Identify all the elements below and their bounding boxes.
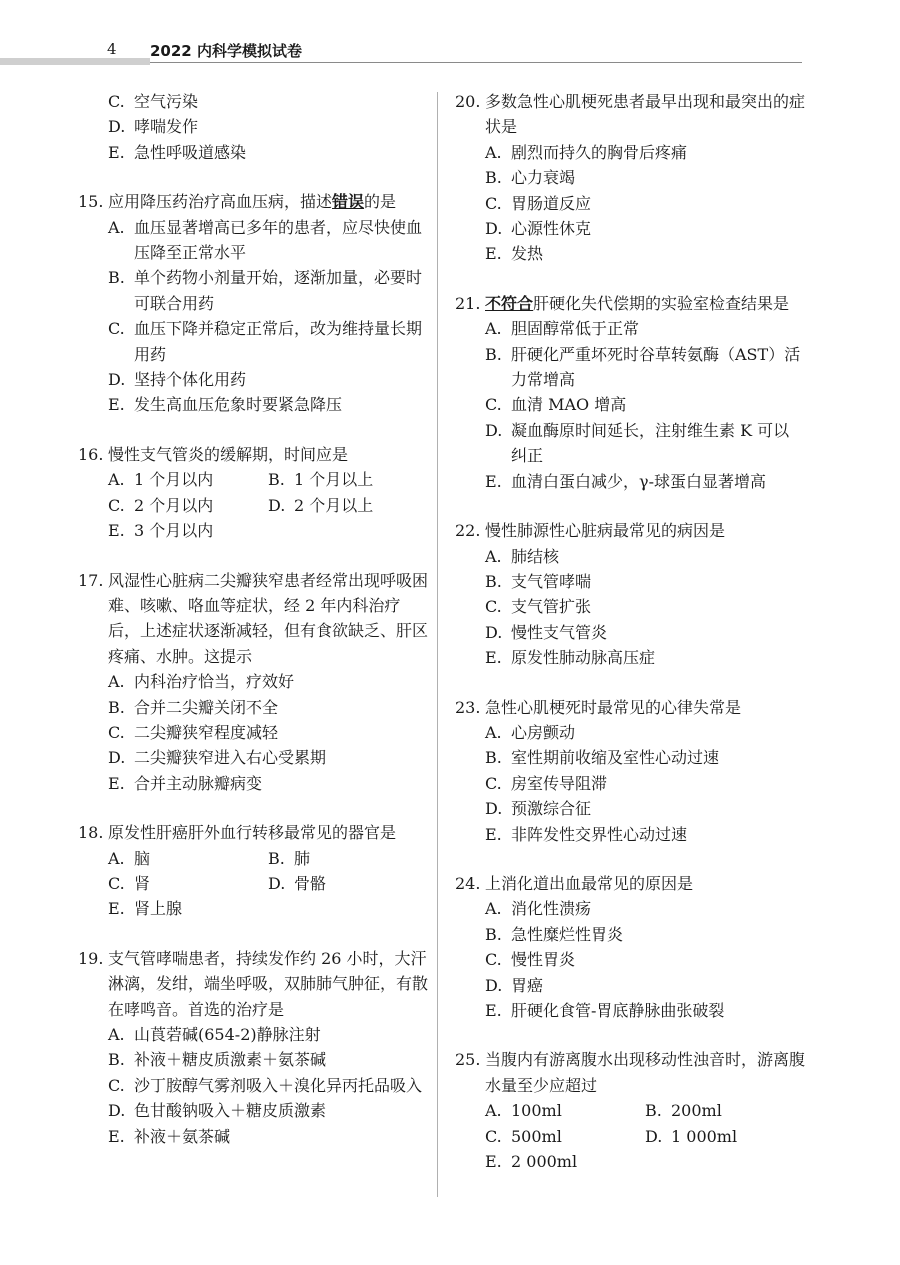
option: D. 骨骼: [268, 873, 327, 893]
option: B. 单个药物小剂量开始，逐渐加量，必要时可联合用药: [108, 268, 423, 313]
question-23: [455, 695, 805, 847]
right-column: [455, 89, 805, 1198]
option: C. 支气管扩张: [485, 597, 592, 617]
option: A. 山莨菪碱(654-2)静脉注射: [108, 1025, 321, 1044]
option: D. 坚持个体化用药: [108, 370, 247, 390]
option: B. 200ml: [645, 1101, 722, 1121]
option: C. 血清 MAO 增高: [485, 395, 627, 415]
option: D. 凝血酶原时间延长，注射维生素 K 可以纠正: [485, 420, 790, 466]
option: C. 空气污染: [108, 92, 199, 111]
option: C. 二尖瓣狭窄程度减轻: [108, 722, 279, 742]
option: A. 胆固醇常低于正常: [485, 319, 640, 339]
option: E. 原发性肺动脉高压症: [485, 648, 656, 668]
option: D. 1 000ml: [645, 1126, 738, 1146]
option: A. 1 个月以内: [108, 470, 214, 490]
question-24: [455, 871, 805, 1023]
option: A. 脑: [108, 848, 151, 868]
question-15: [78, 189, 428, 418]
left-column: [78, 89, 428, 1173]
option: D. 预激综合征: [485, 799, 592, 819]
option: E. 急性呼吸道感染: [108, 142, 247, 162]
option-row: [455, 1124, 805, 1149]
option: D. 胃癌: [485, 975, 544, 995]
option: C. 胃肠道反应: [485, 193, 592, 213]
option: B. 1 个月以上: [268, 470, 374, 490]
option-row: [78, 493, 428, 518]
option: C. 500ml: [485, 1126, 562, 1146]
option: A. 肺结核: [485, 546, 560, 566]
option: B. 心力衰竭: [485, 168, 576, 188]
header-bar: [0, 58, 150, 65]
option: A. 100ml: [485, 1101, 562, 1121]
question-20: [455, 89, 805, 267]
question-25: [455, 1047, 805, 1174]
option: D. 二尖瓣狭窄进入右心受累期: [108, 748, 327, 768]
option: B. 补液＋糖皮质激素＋氨茶碱: [108, 1050, 327, 1070]
option-row: [455, 1098, 805, 1123]
option: E. 血清白蛋白减少，γ-球蛋白显著增高: [485, 471, 766, 491]
emphasis-word: 不符合: [485, 293, 534, 313]
option: E. 非阵发性交界性心动过速: [485, 824, 688, 844]
option: B. 急性糜烂性胃炎: [485, 924, 624, 944]
option: E. 发热: [485, 244, 544, 264]
option: E. 肾上腺: [108, 899, 183, 919]
question-stem: 24. 上消化道出血最常见的原因是: [455, 873, 694, 893]
option: A. 血压显著增高已多年的患者，应尽快使血压降至正常水平: [108, 217, 423, 263]
question-stem: 19. 支气管哮喘患者，持续发作约 26 小时，大汗淋漓，发绀，端坐呼吸，双肺肺气肿征，有散在哮鸣音。首选的治疗是: [78, 948, 429, 1019]
question-stem: 17. 风湿性心脏病二尖瓣狭窄患者经常出现呼吸困难、咳嗽、咯血等症状，经 2 年内科治疗后，上述症状逐渐减轻，但有食欲缺乏、肝区疼痛、水肿。这提示: [78, 570, 429, 666]
page-number: 4: [107, 40, 117, 58]
question-stem: 25. 当腹内有游离腹水出现移动性浊音时，游离腹水量至少应超过: [455, 1050, 806, 1095]
option: A. 剧烈而持久的胸骨后疼痛: [485, 142, 688, 162]
option: E. 肝硬化食管-胃底静脉曲张破裂: [485, 1001, 725, 1020]
question-16: [78, 442, 428, 544]
option: D. 心源性休克: [485, 219, 592, 239]
option: D. 色甘酸钠吸入＋糖皮质激素: [108, 1101, 327, 1121]
option: B. 合并二尖瓣关闭不全: [108, 697, 279, 717]
option-row: [78, 846, 428, 871]
option: A. 内科治疗恰当，疗效好: [108, 672, 295, 692]
question-stem: 22. 慢性肺源性心脏病最常见的病因是: [455, 521, 726, 541]
question-stem: 21. 不符合肝硬化失代偿期的实验室检查结果是: [455, 293, 790, 313]
option: B. 肝硬化严重坏死时谷草转氨酶（AST）活力常增高: [485, 344, 801, 390]
question-19: [78, 946, 428, 1149]
option: D. 2 个月以上: [268, 495, 374, 515]
option: C. 沙丁胺醇气雾剂吸入＋溴化异丙托品吸入: [108, 1075, 423, 1095]
question-stem: 23. 急性心肌梗死时最常见的心律失常是: [455, 697, 742, 717]
option: E. 2 000ml: [485, 1152, 578, 1172]
option: C. 慢性胃炎: [485, 950, 576, 970]
option: C. 2 个月以内: [108, 495, 214, 515]
option: C. 血压下降并稳定正常后，改为维持量长期用药: [108, 319, 423, 364]
option: B. 支气管哮喘: [485, 571, 592, 591]
option: A. 消化性溃疡: [485, 899, 592, 919]
option: D. 哮喘发作: [108, 117, 199, 137]
option: E. 发生高血压危象时要紧急降压: [108, 395, 343, 415]
option-row: [78, 871, 428, 896]
option: C. 肾: [108, 873, 151, 893]
header-rule: [150, 62, 802, 63]
book-title: 2022 内科学模拟试卷: [150, 42, 302, 60]
question-stem: 15. 应用降压药治疗高血压病，描述错误的是: [78, 192, 397, 212]
question-stem: 16. 慢性支气管炎的缓解期，时间应是: [78, 444, 349, 464]
question-17: [78, 568, 428, 797]
question-22: [455, 518, 805, 670]
question-stem: 20. 多数急性心肌梗死患者最早出现和最突出的症状是: [455, 92, 806, 137]
question-18: [78, 820, 428, 922]
option: E. 补液＋氨茶碱: [108, 1126, 231, 1146]
option: B. 室性期前收缩及室性心动过速: [485, 748, 720, 768]
option: B. 肺: [268, 848, 311, 868]
question-21: [455, 291, 805, 494]
option: E. 3 个月以内: [108, 521, 214, 541]
option: A. 心房颤动: [485, 722, 576, 742]
option: C. 房室传导阻滞: [485, 773, 608, 793]
option-row: [78, 467, 428, 492]
question-14-tail: [78, 89, 428, 165]
page-header: [0, 0, 900, 66]
question-stem: 18. 原发性肝癌肝外血行转移最常见的器官是: [78, 823, 397, 843]
column-divider: [437, 92, 438, 1197]
emphasis-word: 错误: [332, 192, 365, 212]
option: E. 合并主动脉瓣病变: [108, 773, 263, 793]
option: D. 慢性支气管炎: [485, 622, 608, 642]
